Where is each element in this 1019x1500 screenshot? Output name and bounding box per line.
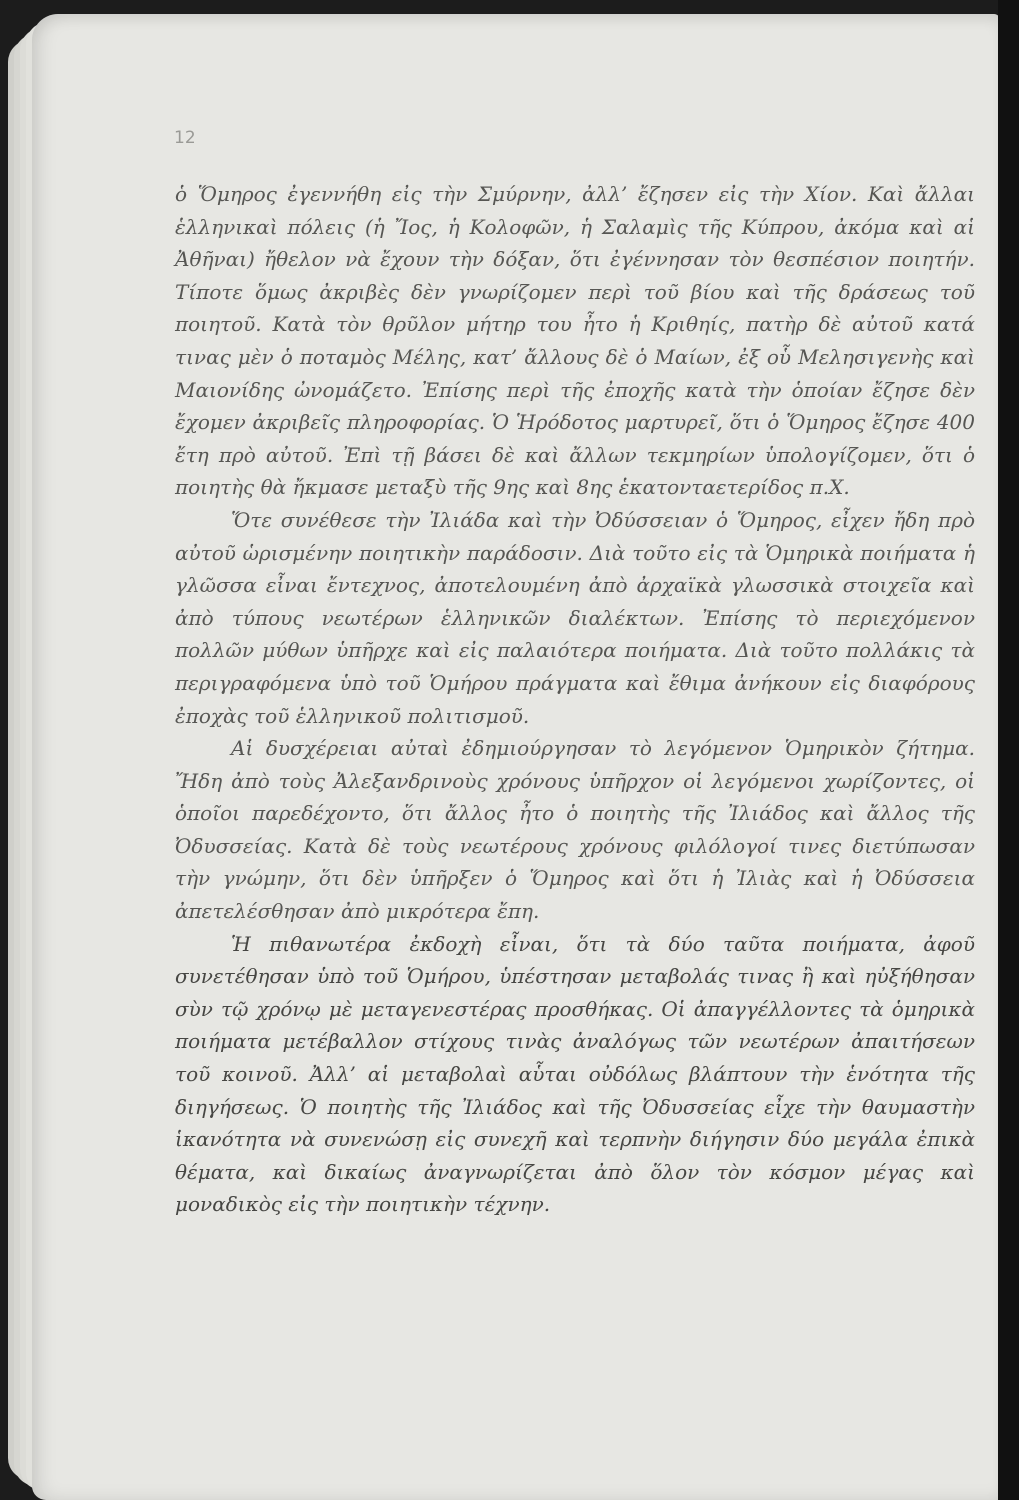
page-number: 12 bbox=[174, 128, 196, 148]
scan-background-edge bbox=[998, 0, 1019, 1500]
paragraph-2: Ὅτε συνέθεσε τὴν Ἰλιάδα καὶ τὴν Ὀδύσσειαν ὁ Ὅμηρος, εἶχεν ἤδη πρὸ αὐτοῦ ὡρισμένην ποιητικὴν παράδοσιν. Διὰ τοῦτο εἰς τὰ Ὁμηρικὰ ποιήματα ἡ γλῶσσα εἶναι ἔντεχνος, ἀποτελουμένη ἀπὸ ἀρχαϊκὰ γλωσσικὰ στοιχεῖα καὶ ἀπὸ τύπους νεωτέρων ἑλληνικῶν διαλέκτων. Ἐπίσης τὸ περιεχόμενον πολλῶν μύθων ὑπῆρχε καὶ εἰς παλαιότερα ποιήματα. Διὰ τοῦτο πολλάκις τὰ περιγραφόμενα ὑπὸ τοῦ Ὁμήρου πράγματα καὶ ἔθιμα ἀνήκουν εἰς διαφόρους ἐποχὰς τοῦ ἑλληνικοῦ πολιτισμοῦ. bbox=[175, 507, 975, 728]
paragraph-1: ὁ Ὅμηρος ἐγεννήθη εἰς τὴν Σμύρνην, ἀλλ’ ἔζησεν εἰς τὴν Χίον. Καὶ ἄλλαι ἑλληνικαὶ πόλεις (ἡ Ἴος, ἡ Κολοφῶν, ἡ Σαλαμὶς τῆς Κύπρου, ἀκόμα καὶ αἱ Ἀθῆναι) ἤθελον νὰ ἔχουν τὴν δόξαν, ὅτι ἐγέννησαν τὸν θεσπέσιον ποιητήν. Τίποτε ὅμως ἀκριβὲς δὲν γνωρίζομεν περὶ τοῦ βίου καὶ τῆς δράσεως τοῦ ποιητοῦ. Κατὰ τὸν θρῦλον μήτηρ του ἦτο ἡ Κριθηίς, πατὴρ δὲ αὐτοῦ κατά τινας μὲν ὁ ποταμὸς Μέλης, κατ’ ἄλλους δὲ ὁ Μαίων, ἐξ οὗ Μελησιγενὴς καὶ Μαιονίδης ὠνομάζετο. Ἐπίσης περὶ τῆς ἐποχῆς κατὰ τὴν ὁποίαν ἔζησε δὲν ἔχομεν ἀκριβεῖς πληροφορίας. Ὁ Ἡρόδοτος μαρτυρεῖ, ὅτι ὁ Ὅμηρος ἔζησε 400 ἔτη πρὸ αὐτοῦ. Ἐπὶ τῇ βάσει δὲ καὶ ἄλλων τεκμηρίων ὑπολογίζομεν, ὅτι ὁ ποιητὴς θὰ ἤκμασε μεταξὺ τῆς 9ης καὶ 8ης ἑκατονταετερίδος π.Χ. bbox=[175, 182, 975, 500]
body-text bbox=[175, 178, 975, 1221]
paragraph-3: Αἱ δυσχέρειαι αὐταὶ ἐδημιούργησαν τὸ λεγόμενον Ὁμηρικὸν ζήτημα. Ἤδη ἀπὸ τοὺς Ἀλεξανδρινοὺς χρόνους ὑπῆρχον οἱ λεγόμενοι χωρίζοντες, οἱ ὁποῖοι παρεδέχοντο, ὅτι ἄλλος ἦτο ὁ ποιητὴς τῆς Ἰλιάδος καὶ ἄλλος τῆς Ὀδυσσείας. Κατὰ δὲ τοὺς νεωτέρους χρόνους φιλόλογοί τινες διετύπωσαν τὴν γνώμην, ὅτι δὲν ὑπῆρξεν ὁ Ὅμηρος καὶ ὅτι ἡ Ἰλιὰς καὶ ἡ Ὀδύσσεια ἀπετελέσθησαν ἀπὸ μικρότερα ἔπη. bbox=[175, 736, 975, 924]
paragraph-4: Ἡ πιθανωτέρα ἐκδοχὴ εἶναι, ὅτι τὰ δύο ταῦτα ποιήματα, ἀφοῦ συνετέθησαν ὑπὸ τοῦ Ὁμήρου, ὑπέστησαν μεταβολάς τινας ἢ καὶ ηὐξήθησαν σὺν τῷ χρόνῳ μὲ μεταγενεστέρας προσθήκας. Οἱ ἀπαγγέλλοντες τὰ ὁμηρικὰ ποιήματα μετέβαλλον στίχους τινὰς ἀναλόγως τῶν νεωτέρων ἀπαιτήσεων τοῦ κοινοῦ. Ἀλλ’ αἱ μεταβολαὶ αὗται οὐδόλως βλάπτουν τὴν ἑνότητα τῆς διηγήσεως. Ὁ ποιητὴς τῆς Ἰλιάδος καὶ τῆς Ὀδυσσείας εἶχε τὴν θαυμαστὴν ἱκανότητα νὰ συνενώσῃ εἰς συνεχῆ καὶ τερπνὴν διήγησιν δύο μεγάλα ἐπικὰ θέματα, καὶ δικαίως ἀναγνωρίζεται ἀπὸ ὅλον τὸν κόσμον μέγας καὶ μοναδικὸς εἰς τὴν ποιητικὴν τέχνην. bbox=[175, 931, 975, 1217]
